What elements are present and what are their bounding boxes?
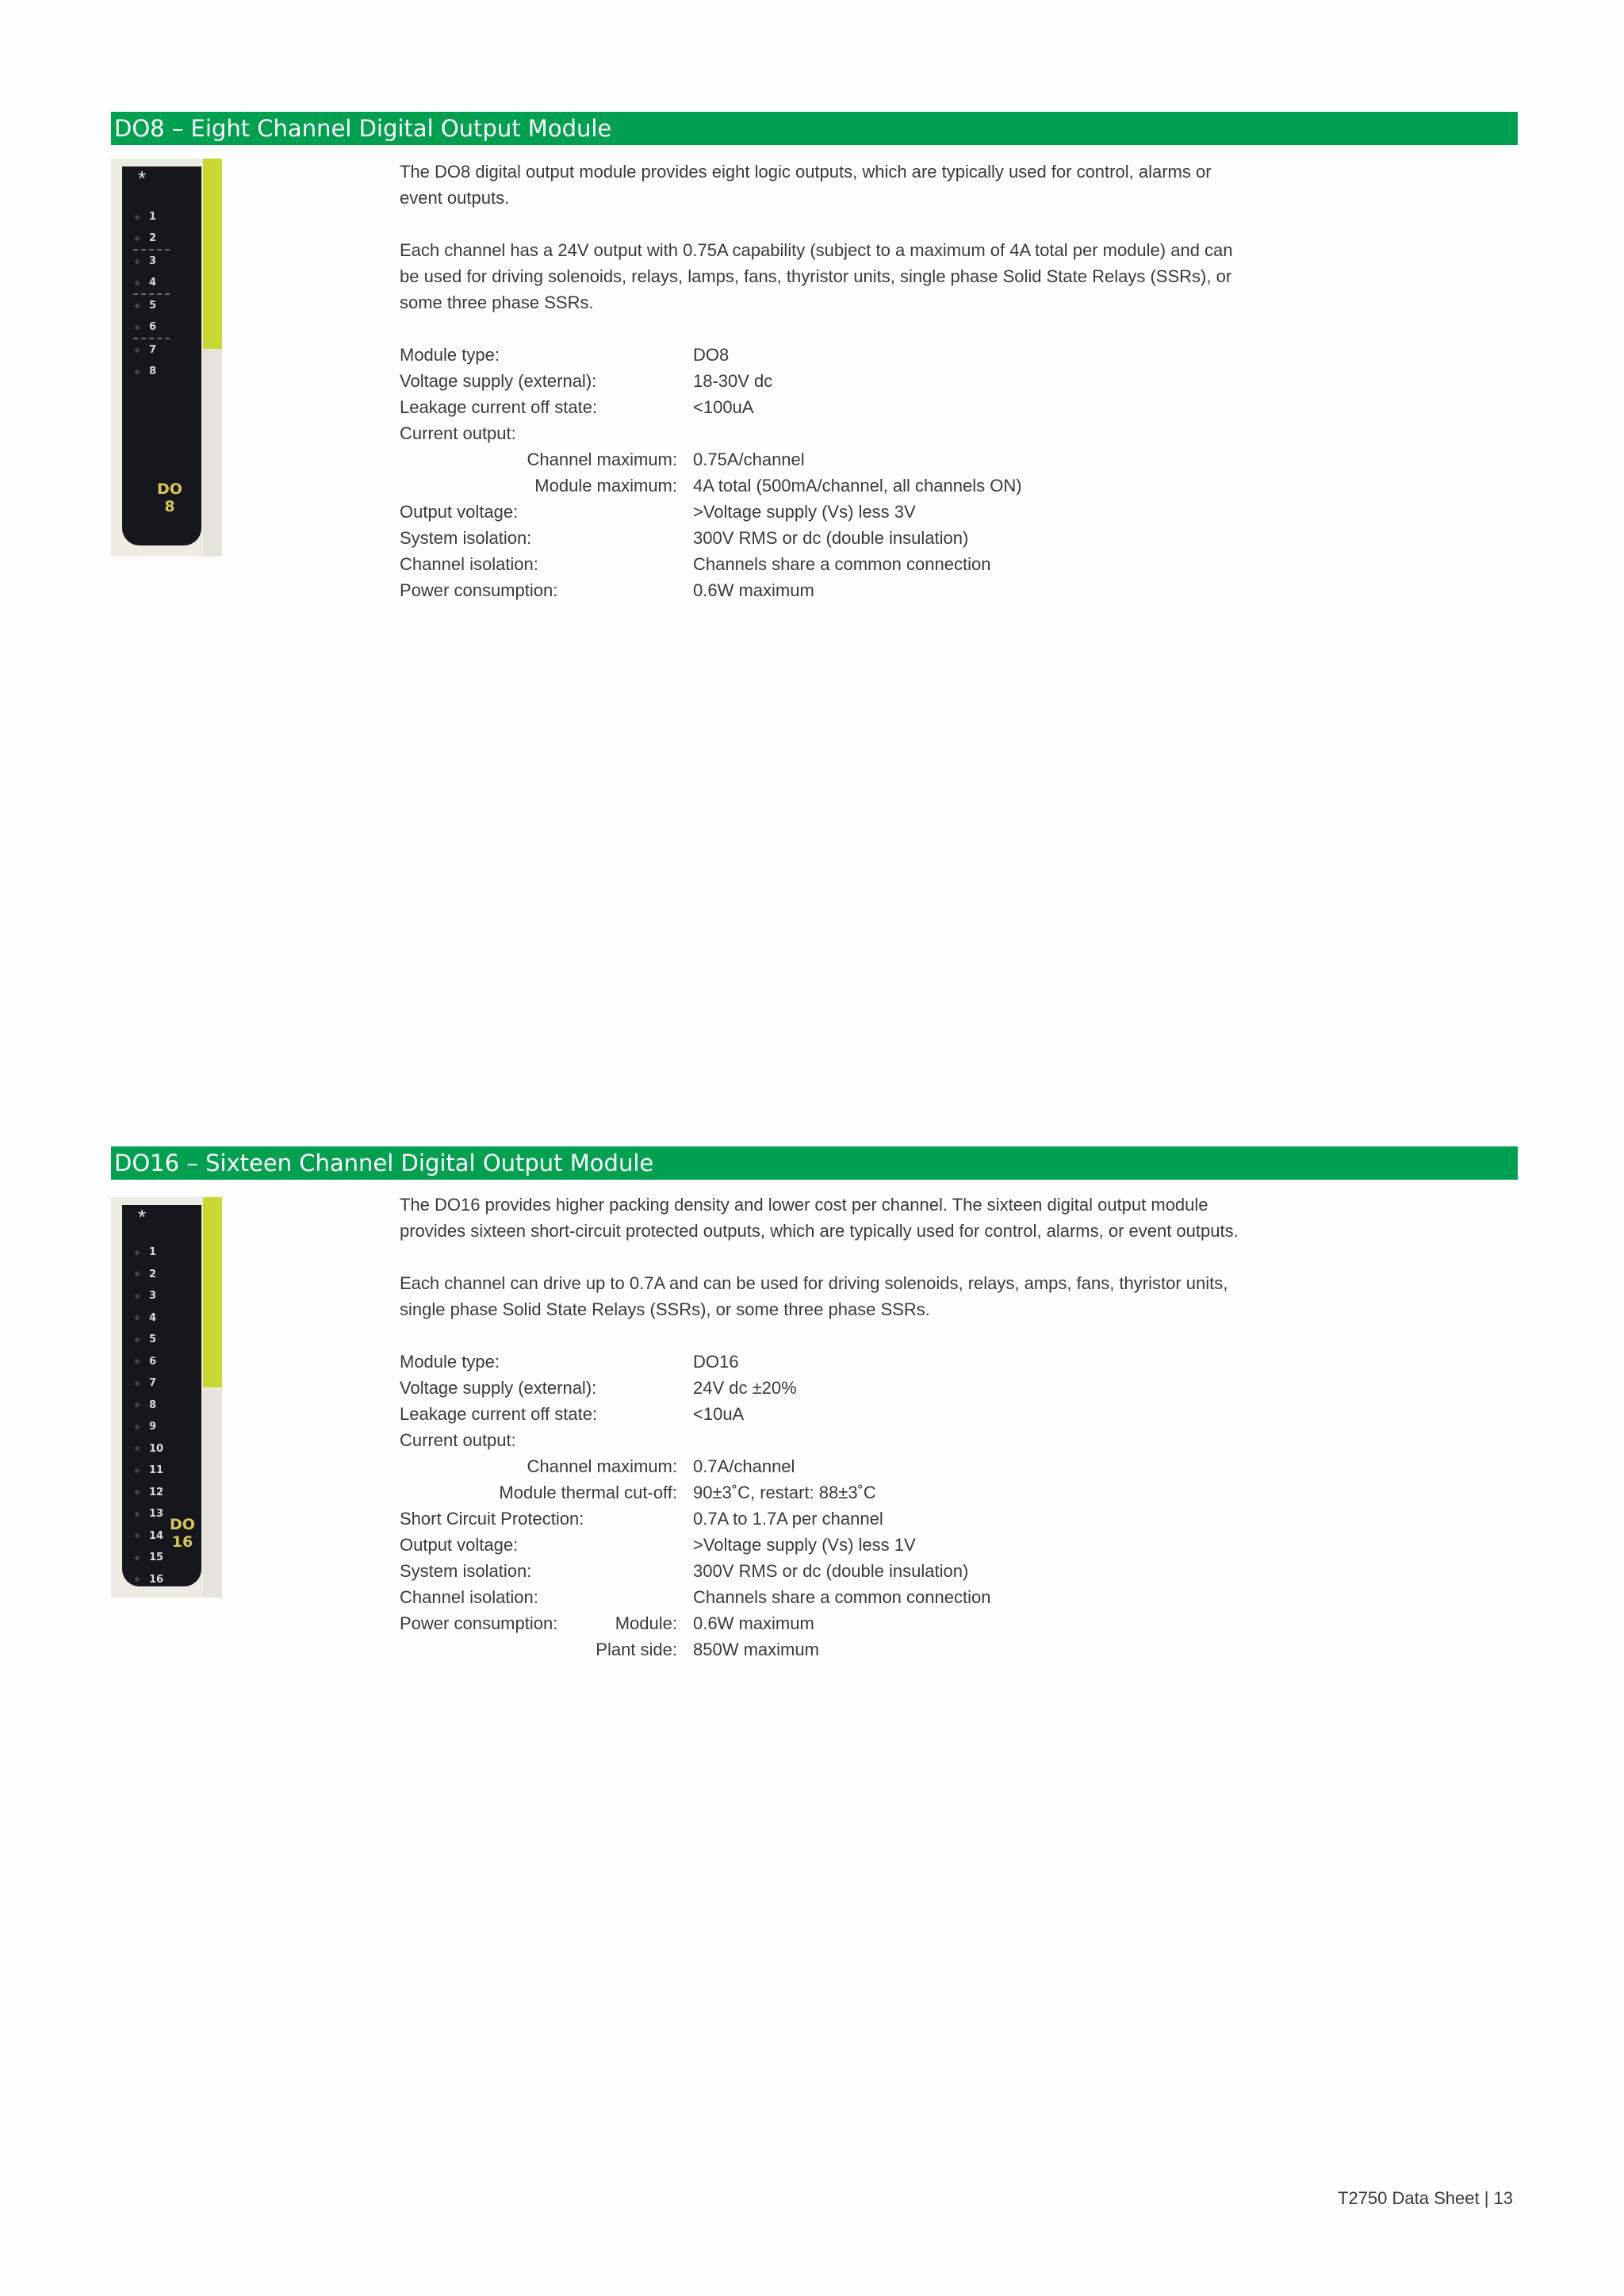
do8-capability-paragraph: Each channel has a 24V output with 0.75A capability (subject to a maximum of 4A total per module) and can be used for driving solenoids, relays, lamps, fans, thyristor units, single phase Solid State Relays (SSRs), or some three phase SSRs. [400,240,1233,312]
led-indicator: 2 [133,1264,163,1286]
spec-value: >Voltage supply (Vs) less 1V [693,1535,916,1555]
spec-value: 0.6W maximum [693,1613,814,1633]
led-indicator: 5 [133,1329,163,1351]
spec-value: 300V RMS or dc (double insulation) [693,1561,969,1581]
led-indicator: 3 [133,251,170,272]
spec-key: Module maximum: [534,476,677,496]
led-indicator: 8 [133,1395,163,1417]
spec-row [400,1349,1240,1375]
do16-module-body [203,1390,222,1598]
do8-intro-paragraph: The DO8 digital output module provides eight logic outputs, which are typically used for control, alarms or event outputs. [400,162,1212,208]
spec-key: Channel isolation: [400,1587,538,1607]
spec-value: <100uA [693,397,754,417]
spec-value: 4A total (500mA/channel, all channels ON) [693,476,1022,496]
spec-key: Power consumption: [400,580,558,600]
spec-key: Module thermal cut-off: [499,1483,677,1502]
led-indicator: 1 [133,206,170,228]
led-indicator: 11 [133,1460,163,1482]
spec-row [400,1401,1240,1427]
do16-spec-table [400,1349,1240,1663]
led-indicator: 8 [133,361,170,382]
spec-row [400,446,1240,473]
led-indicator: 16 [133,1569,163,1591]
led-indicator: 6 [133,316,170,339]
do8-module-label-line1: DO [157,480,182,498]
do8-module-image [111,159,222,557]
spec-row [400,1375,1240,1401]
led-indicator: 12 [133,1482,163,1504]
spec-row [400,394,1240,420]
spec-value: 300V RMS or dc (double insulation) [693,528,969,548]
spec-row [400,1584,1240,1610]
spec-row [400,1453,1240,1479]
spec-key: System isolation: [400,528,532,548]
do16-capability-paragraph: Each channel can drive up to 0.7A and can be used for driving solenoids, relays, amps, fans, thyristor units, single phase Solid State Relays (SSRs), or some three phase SSRs. [400,1273,1228,1319]
do8-module-latch [203,159,222,349]
do16-intro-paragraph: The DO16 provides higher packing density and lower cost per channel. The sixteen digital output module provides sixteen short-circuit protected outputs, which are typically used for control, alarms, or event outputs. [400,1195,1239,1241]
do16-module-label-line2: 16 [171,1533,193,1551]
spec-value: DO16 [693,1352,739,1372]
led-indicator: 10 [133,1438,163,1460]
do16-status-star: * [138,1205,147,1229]
spec-key: Output voltage: [400,502,519,522]
do16-section-title: DO16 – Sixteen Channel Digital Output Module [111,1146,1518,1180]
do8-spec-table [400,342,1240,603]
spec-key: Module type: [400,345,500,365]
spec-key: System isolation: [400,1561,532,1581]
spec-key: Leakage current off state: [400,397,598,417]
spec-key: Leakage current off state: [400,1404,598,1424]
spec-row [400,577,1240,603]
spec-value: 90±3˚C, restart: 88±3˚C [693,1483,876,1502]
spec-key: Voltage supply (external): [400,1378,597,1398]
led-indicator: 4 [133,1307,163,1330]
led-indicator: 15 [133,1547,163,1569]
power-module-label: Module: [615,1613,677,1633]
spec-row [400,1506,1240,1532]
do8-description [400,159,1240,603]
do16-module-label-line1: DO [170,1516,195,1533]
spec-row [400,551,1240,577]
spec-key: Channel maximum: [527,1456,677,1476]
spec-row [400,1479,1240,1506]
page-footer: T2750 Data Sheet | 13 [1338,2188,1513,2208]
spec-row [400,420,1240,446]
spec-key: Voltage supply (external): [400,371,597,391]
spec-value: 0.7A to 1.7A per channel [693,1509,883,1529]
spec-value: 0.7A/channel [693,1456,795,1476]
spec-value: 24V dc ±20% [693,1378,797,1398]
spec-row [400,499,1240,525]
led-indicator: 6 [133,1351,163,1373]
do8-led-list [133,206,170,382]
do16-module-label [170,1516,195,1551]
led-indicator: 5 [133,295,170,316]
spec-value: 18-30V dc [693,371,773,391]
do16-description [400,1192,1240,1663]
spec-value: 0.6W maximum [693,580,814,600]
led-indicator: 7 [133,1372,163,1395]
spec-key: Current output: [400,1430,516,1450]
spec-key: Channel isolation: [400,554,538,574]
power-consumption-label: Power consumption: [400,1613,558,1633]
led-indicator: 1 [133,1242,163,1264]
led-indicator: 4 [133,272,170,295]
do8-module-label-line2: 8 [164,498,175,515]
spec-row [400,1636,1240,1663]
spec-value: DO8 [693,345,730,365]
spec-row [400,368,1240,394]
spec-key: Module type: [400,1352,500,1372]
led-indicator: 7 [133,339,170,361]
led-indicator: 14 [133,1525,163,1548]
do8-module-label [157,480,182,515]
spec-row [400,1427,1240,1453]
spec-key [400,1610,693,1636]
spec-row [400,1532,1240,1558]
spec-key: Plant side: [596,1640,677,1659]
spec-value: Channels share a common connection [693,554,991,574]
do16-module-image [111,1197,222,1598]
spec-key: Short Circuit Protection: [400,1509,584,1529]
do16-led-list [133,1242,163,1590]
spec-row [400,1558,1240,1584]
spec-row [400,1610,1240,1636]
spec-key: Current output: [400,423,516,443]
do16-led-strip [122,1205,201,1586]
spec-value: Channels share a common connection [693,1587,991,1607]
spec-row [400,525,1240,551]
led-indicator: 9 [133,1416,163,1438]
do8-section-title: DO8 – Eight Channel Digital Output Module [111,112,1518,145]
spec-key: Output voltage: [400,1535,519,1555]
do8-status-star: * [138,166,147,190]
spec-key: Channel maximum: [527,450,677,469]
led-indicator: 3 [133,1285,163,1307]
spec-row [400,473,1240,499]
led-indicator: 13 [133,1503,163,1525]
spec-value: 0.75A/channel [693,450,805,469]
spec-value: >Voltage supply (Vs) less 3V [693,502,916,522]
spec-row [400,342,1240,368]
do8-module-body [203,349,222,557]
do8-led-strip [122,166,201,545]
led-indicator: 2 [133,228,170,251]
spec-value: 850W maximum [693,1640,819,1659]
do16-module-latch [203,1197,222,1387]
spec-value: <10uA [693,1404,745,1424]
